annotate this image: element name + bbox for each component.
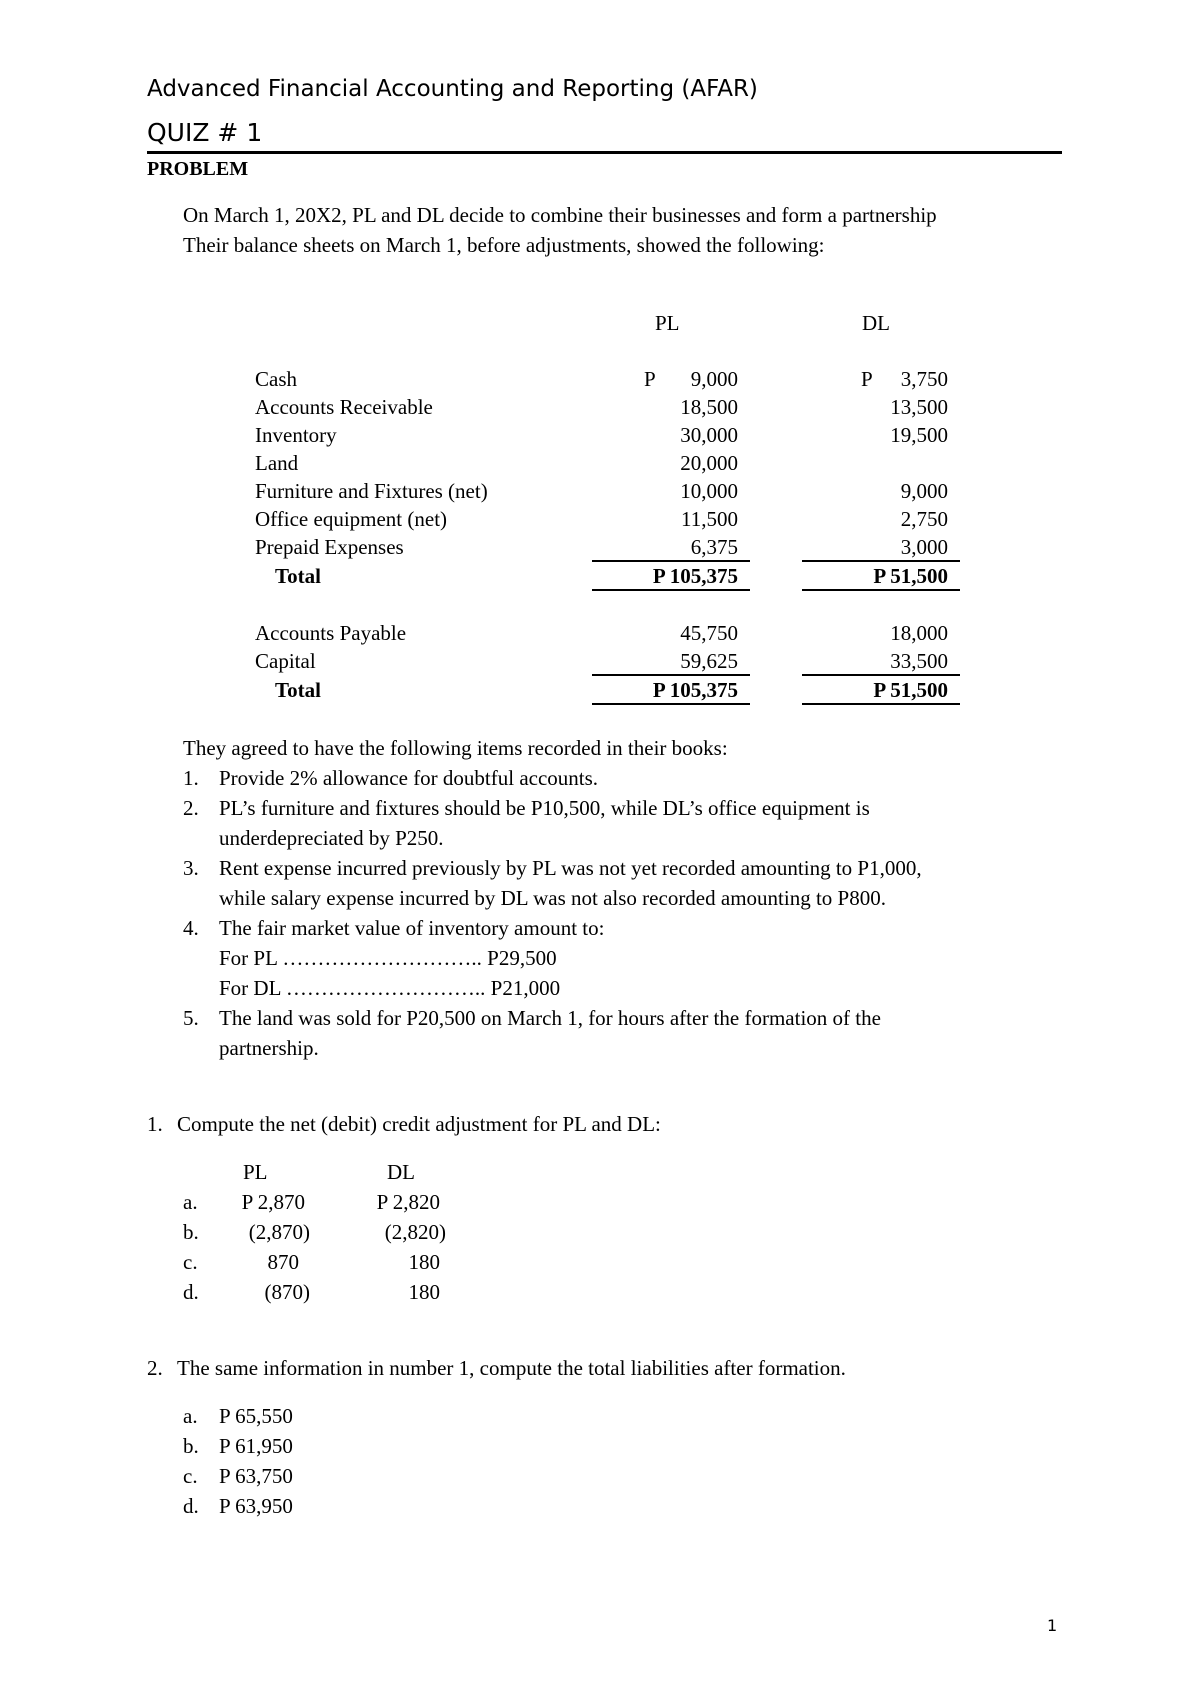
option-value: P 61,950: [219, 1434, 293, 1458]
asset-label: Office equipment (net): [255, 507, 448, 531]
option-value: P 63,750: [219, 1464, 293, 1488]
asset-value-dl: 3,750: [900, 367, 948, 391]
asset-value-pl: 20,000: [680, 451, 738, 475]
option-letter: d.: [183, 1280, 199, 1304]
page-number: 1: [1047, 1616, 1058, 1635]
subtotal-rule: [802, 560, 960, 562]
option-letter: b.: [183, 1220, 199, 1244]
option-value-dl: P 2,820: [376, 1190, 440, 1214]
total-rule: [592, 589, 750, 591]
agreement-text: The land was sold for P20,500 on March 1, for hours after the formation of the: [219, 1006, 881, 1030]
option-value-pl: (870): [264, 1280, 310, 1304]
liability-value-dl: 33,500: [890, 649, 948, 673]
agreement-text: partnership.: [219, 1036, 319, 1060]
option-col-dl: DL: [387, 1160, 415, 1184]
total-rule: [802, 589, 960, 591]
assets-total-dl: P 51,500: [873, 564, 948, 588]
intro-line: Their balance sheets on March 1, before adjustments, showed the following:: [183, 233, 825, 257]
agreement-number: 2.: [183, 796, 199, 820]
question-text: Compute the net (debit) credit adjustment for PL and DL:: [177, 1112, 661, 1136]
section-label: PROBLEM: [147, 158, 249, 180]
agreement-text: PL’s furniture and fixtures should be P10,500, while DL’s office equipment is: [219, 796, 870, 820]
asset-value-pl: 6,375: [690, 535, 738, 559]
option-value-dl: 180: [408, 1280, 440, 1304]
asset-value-pl: 18,500: [680, 395, 738, 419]
agreement-text: For PL ……………………….. P29,500: [219, 946, 557, 970]
option-value-dl: (2,820): [384, 1220, 446, 1244]
option-value: P 63,950: [219, 1494, 293, 1518]
question-number: 2.: [147, 1356, 163, 1380]
asset-value-dl: 2,750: [900, 507, 948, 531]
option-value-pl: (2,870): [248, 1220, 310, 1244]
option-col-pl: PL: [243, 1160, 268, 1184]
asset-value-dl: 9,000: [900, 479, 948, 503]
subtotal-rule: [592, 674, 750, 676]
question-text: The same information in number 1, compute the total liabilities after formation.: [177, 1356, 846, 1380]
agreement-text: while salary expense incurred by DL was not also recorded amounting to P800.: [219, 886, 886, 910]
option-value-pl: P 2,870: [241, 1190, 305, 1214]
currency-symbol: P: [644, 367, 656, 391]
asset-value-pl: 10,000: [680, 479, 738, 503]
liab-total-pl: P 105,375: [652, 678, 738, 702]
agreement-number: 1.: [183, 766, 199, 790]
agreement-text: The fair market value of inventory amount to:: [219, 916, 605, 940]
asset-label: Inventory: [255, 423, 337, 447]
total-label: Total: [275, 678, 321, 702]
total-label: Total: [275, 564, 321, 588]
assets-total-pl: P 105,375: [652, 564, 738, 588]
asset-value-pl: 30,000: [680, 423, 738, 447]
asset-label: Furniture and Fixtures (net): [255, 479, 488, 503]
asset-value-dl: 19,500: [890, 423, 948, 447]
option-value-dl: 180: [408, 1250, 440, 1274]
total-rule: [802, 703, 960, 705]
liability-label: Capital: [255, 649, 316, 673]
question-number: 1.: [147, 1112, 163, 1136]
option-letter: b.: [183, 1434, 199, 1458]
agreement-text: Rent expense incurred previously by PL was not yet recorded amounting to P1,000,: [219, 856, 922, 880]
option-letter: c.: [183, 1464, 198, 1488]
asset-label: Land: [255, 451, 299, 475]
option-letter: a.: [183, 1190, 198, 1214]
document-title: Advanced Financial Accounting and Reporting (AFAR): [147, 76, 758, 102]
agreement-text: Provide 2% allowance for doubtful accounts.: [219, 766, 599, 790]
agreement-number: 4.: [183, 916, 199, 940]
agreement-text: For DL ……………………….. P21,000: [219, 976, 561, 1000]
asset-label: Accounts Receivable: [255, 395, 433, 419]
option-letter: c.: [183, 1250, 198, 1274]
header-rule: [147, 151, 1062, 154]
intro-line: On March 1, 20X2, PL and DL decide to combine their businesses and form a partnership: [183, 203, 937, 227]
liab-total-dl: P 51,500: [873, 678, 948, 702]
subtotal-rule: [592, 560, 750, 562]
asset-value-pl: 11,500: [681, 507, 738, 531]
liability-value-dl: 18,000: [890, 621, 948, 645]
agreement-intro: They agreed to have the following items recorded in their books:: [183, 736, 728, 760]
total-rule: [592, 703, 750, 705]
agreement-text: underdepreciated by P250.: [219, 826, 444, 850]
quiz-title: QUIZ # 1: [147, 118, 263, 147]
asset-label: Cash: [255, 367, 297, 391]
liability-value-pl: 45,750: [680, 621, 738, 645]
currency-symbol: P: [861, 367, 873, 391]
option-letter: d.: [183, 1494, 199, 1518]
asset-value-dl: 3,000: [900, 535, 948, 559]
liability-value-pl: 59,625: [680, 649, 738, 673]
asset-value-dl: 13,500: [890, 395, 948, 419]
option-letter: a.: [183, 1404, 198, 1428]
agreement-number: 3.: [183, 856, 199, 880]
option-value: P 65,550: [219, 1404, 293, 1428]
col-header-dl: DL: [862, 311, 890, 335]
asset-value-pl: 9,000: [690, 367, 738, 391]
option-value-pl: 870: [267, 1250, 299, 1274]
agreement-number: 5.: [183, 1006, 199, 1030]
asset-label: Prepaid Expenses: [255, 535, 404, 559]
col-header-pl: PL: [655, 311, 680, 335]
liability-label: Accounts Payable: [255, 621, 407, 645]
subtotal-rule: [802, 674, 960, 676]
